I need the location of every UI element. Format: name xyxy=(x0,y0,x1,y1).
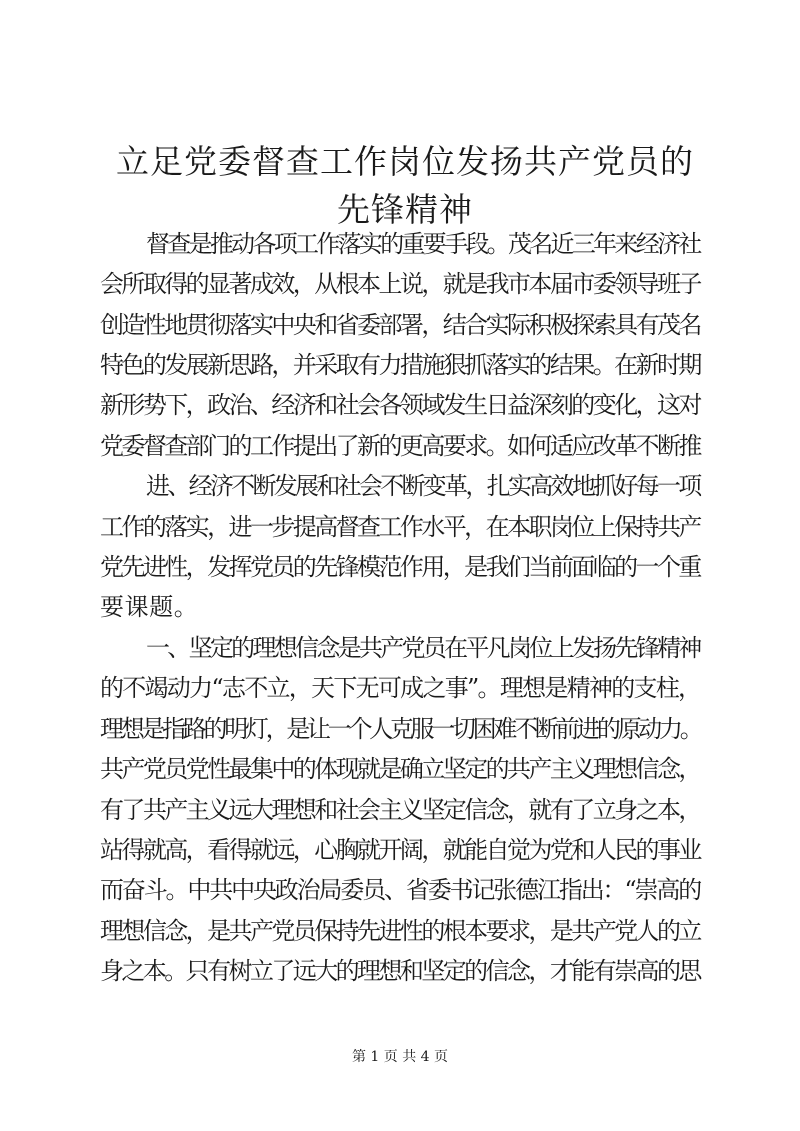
paragraph-1-line-2: 会所取得的显著成效，从根本上说，就是我市本届市委领导班子 xyxy=(100,270,700,298)
paragraph-1-line-6: 党委督查部门的工作提出了新的更高要求。如何适应改革不断推 xyxy=(100,432,700,460)
paragraph-2-line-7: 而奋斗。中共中央政治局委员、省委书记张德江指出：“崇高的 xyxy=(100,876,701,904)
paragraph-2-line-9: 身之本。只有树立了远大的理想和坚定的信念，才能有崇高的思 xyxy=(100,957,700,985)
paragraph-1-line-3: 创造性地贯彻落实中央和省委部署，结合实际积极探索具有茂名 xyxy=(100,311,700,339)
paragraph-2-line-4: 共产党员党性最集中的体现就是确立坚定的共产主义理想信念， xyxy=(100,755,700,783)
paragraph-1-line-5: 新形势下，政治、经济和社会各领域发生日益深刻的变化，这对 xyxy=(100,391,700,419)
paragraph-2-line-2: 的不竭动力“志不立，天下无可成之事”。理想是精神的支柱， xyxy=(100,674,701,702)
paragraph-1-line-10: 要课题。 xyxy=(100,593,199,621)
paragraph-1-line-7: 进、经济不断发展和社会不断变革，扎实高效地抓好每一项 xyxy=(146,472,700,500)
paragraph-2-line-5: 有了共产主义远大理想和社会主义坚定信念，就有了立身之本， xyxy=(100,796,700,824)
paragraph-2-line-8: 理想信念，是共产党员保持先进性的根本要求，是共产党人的立 xyxy=(100,917,700,945)
paragraph-1-line-8: 工作的落实，进一步提高督查工作水平，在本职岗位上保持共产 xyxy=(100,513,700,541)
paragraph-2-line-3: 理想是指路的明灯，是让一个人克服一切困难不断前进的原动力。 xyxy=(100,715,701,743)
paragraph-2-line-6: 站得就高，看得就远，心胸就开阔，就能自觉为党和人民的事业 xyxy=(100,836,700,864)
paragraph-1-line-4: 特色的发展新思路，并采取有力措施狠抓落实的结果。在新时期 xyxy=(100,351,700,379)
paragraph-1-line-9: 党先进性，发挥党员的先锋模范作用，是我们当前面临的一个重 xyxy=(100,553,700,581)
paragraph-1-line-1: 督查是推动各项工作落实的重要手段。茂名近三年来经济社 xyxy=(146,230,700,258)
document-title: 立足党委督查工作岗位发扬共产党员的先锋精神 xyxy=(116,142,694,229)
paragraph-2-line-1: 一、坚定的理想信念是共产党员在平凡岗位上发扬先锋精神 xyxy=(146,634,700,662)
page-number-footer: 第 1 页 共 4 页 xyxy=(351,1049,449,1065)
